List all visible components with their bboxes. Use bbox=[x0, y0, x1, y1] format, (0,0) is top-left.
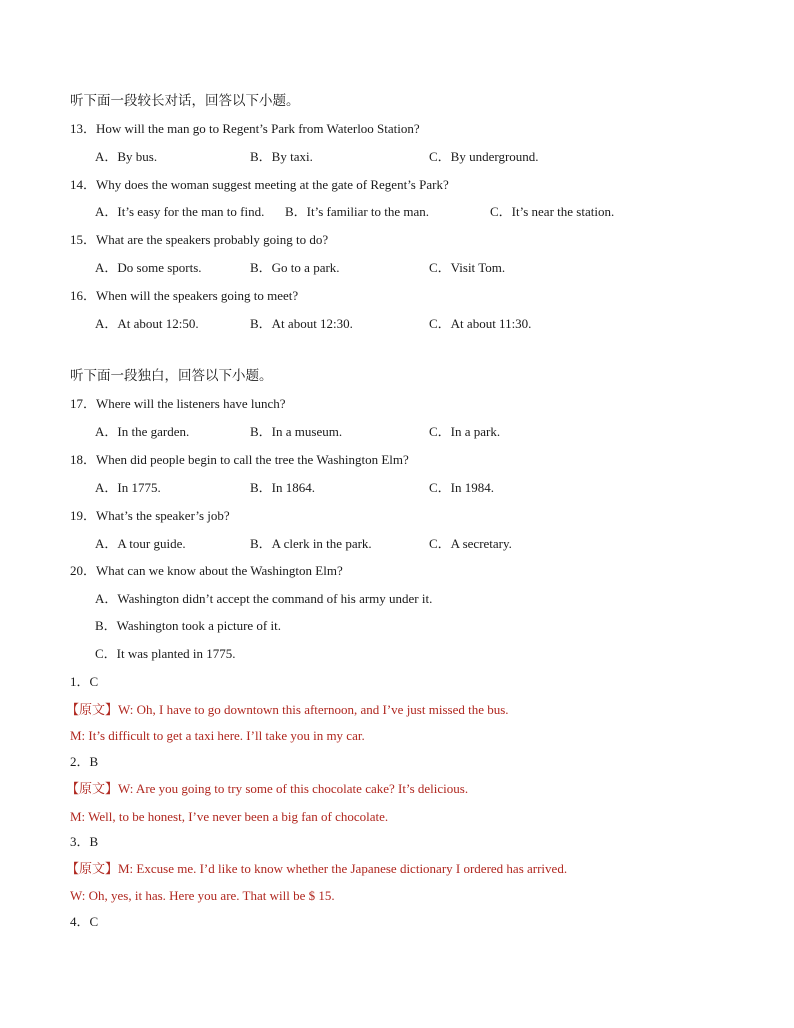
transcript-line: 【原文】M: Excuse me. I’d like to know whether the Japanese dictionary I ordered has arrived. bbox=[66, 861, 568, 876]
question-16: 16．When will the speakers going to meet? bbox=[70, 288, 299, 303]
transcript-line: 【原文】W: Oh, I have to go downtown this afternoon, and I’ve just missed the bus. bbox=[66, 702, 509, 717]
transcript-line: W: Oh, yes, it has. Here you are. That will be $ 15. bbox=[70, 888, 335, 903]
answer-4: 4．C bbox=[70, 914, 99, 929]
transcript-line: M: Well, to be honest, I’ve never been a big fan of chocolate. bbox=[70, 809, 389, 824]
question-17: 17．Where will the listeners have lunch? bbox=[70, 396, 286, 411]
option-19-b: B．A clerk in the park. bbox=[250, 536, 372, 551]
option-19-a: A．A tour guide. bbox=[95, 536, 186, 551]
option-14-a: A．It’s easy for the man to find. bbox=[95, 204, 265, 219]
answer-3: 3．B bbox=[70, 834, 99, 849]
option-20-c: C．It was planted in 1775. bbox=[95, 646, 236, 661]
answer-1: 1．C bbox=[70, 674, 99, 689]
option-20-a: A．Washington didn’t accept the command of his army under it. bbox=[95, 591, 433, 606]
option-17-b: B．In a museum. bbox=[250, 424, 343, 439]
option-18-c: C．In 1984. bbox=[429, 480, 495, 495]
option-17-a: A．In the garden. bbox=[95, 424, 190, 439]
option-13-b: B．By taxi. bbox=[250, 149, 313, 164]
question-18: 18．When did people begin to call the tree the Washington Elm? bbox=[70, 452, 409, 467]
question-20: 20．What can we know about the Washington Elm? bbox=[70, 563, 343, 578]
option-14-c: C．It’s near the station. bbox=[490, 204, 615, 219]
option-16-c: C．At about 11:30. bbox=[429, 316, 532, 331]
section-heading-dialogue: 听下面一段较长对话，回答以下小题。 bbox=[70, 93, 300, 108]
question-13: 13．How will the man go to Regent’s Park from Waterloo Station? bbox=[70, 121, 420, 136]
option-19-c: C．A secretary. bbox=[429, 536, 512, 551]
option-15-c: C．Visit Tom. bbox=[429, 260, 506, 275]
option-13-a: A．By bus. bbox=[95, 149, 158, 164]
answer-2: 2．B bbox=[70, 754, 99, 769]
option-20-b: B．Washington took a picture of it. bbox=[95, 618, 281, 633]
question-15: 15．What are the speakers probably going to do? bbox=[70, 232, 329, 247]
option-18-a: A．In 1775. bbox=[95, 480, 161, 495]
option-18-b: B．In 1864. bbox=[250, 480, 316, 495]
question-14: 14．Why does the woman suggest meeting at the gate of Regent’s Park? bbox=[70, 177, 449, 192]
transcript-line: M: It’s difficult to get a taxi here. I’ll take you in my car. bbox=[70, 728, 365, 743]
option-13-c: C．By underground. bbox=[429, 149, 539, 164]
option-15-b: B．Go to a park. bbox=[250, 260, 340, 275]
option-16-a: A．At about 12:50. bbox=[95, 316, 199, 331]
transcript-line: 【原文】W: Are you going to try some of this chocolate cake? It’s delicious. bbox=[66, 781, 469, 796]
option-17-c: C．In a park. bbox=[429, 424, 501, 439]
question-19: 19．What’s the speaker’s job? bbox=[70, 508, 230, 523]
section-heading-monologue: 听下面一段独白，回答以下小题。 bbox=[70, 368, 273, 383]
option-15-a: A．Do some sports. bbox=[95, 260, 202, 275]
option-16-b: B．At about 12:30. bbox=[250, 316, 353, 331]
option-14-b: B．It’s familiar to the man. bbox=[285, 204, 430, 219]
